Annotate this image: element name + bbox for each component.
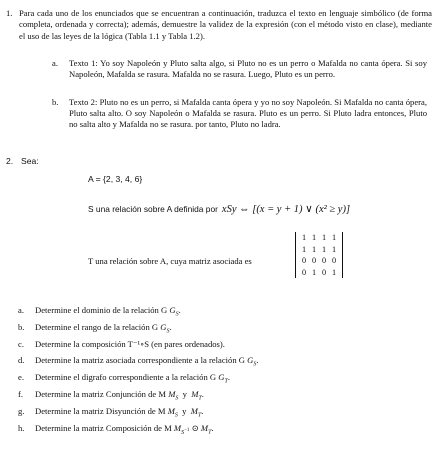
math-subscript: T <box>198 395 202 402</box>
math-symbol: G <box>247 355 254 365</box>
math-symbol: G <box>160 322 167 332</box>
matrix-cell: 1 <box>331 268 337 278</box>
matrix-cell: 1 <box>321 244 327 254</box>
question-letter: b. <box>18 322 25 332</box>
question-item: b. Determine el rango de la relación G $G_S$. <box>18 322 172 335</box>
question-letter: g. <box>18 406 25 416</box>
question-text: Determine la matriz Disyunción de M <box>35 406 166 416</box>
math-symbol: M <box>167 406 175 416</box>
question-item: h. Determine la matriz Composición de M $M_{S^{-1}}$ ⊙ $M_T$. <box>18 423 214 436</box>
math-symbol: M <box>200 423 209 433</box>
math-subscript: S <box>253 361 257 368</box>
question-letter: e. <box>18 372 24 382</box>
matrix-cell: 0 <box>301 268 307 278</box>
math-symbol: G <box>218 372 225 382</box>
matrix-row <box>299 232 339 244</box>
question-item <box>18 339 225 350</box>
math-subscript: S <box>175 311 179 318</box>
question-letter: c. <box>18 339 24 349</box>
item-1-number: 1. <box>6 8 13 18</box>
relation-s-formula: xSy ⇔ [(x = y + 1) ∨ (x² ≥ y)] <box>221 204 351 215</box>
matrix-cell: 0 <box>331 256 337 266</box>
matrix-cell: 1 <box>331 244 337 254</box>
math-subscript: T <box>224 378 228 385</box>
question-item: f. Determine la matriz Conjunción de M $M_S$ y $M_T$. <box>18 389 204 402</box>
relation-s-definition <box>88 199 350 217</box>
math-subscript: T <box>197 412 202 419</box>
item-2-number: 2. <box>6 156 14 166</box>
math-subscript: S <box>166 328 170 335</box>
question-item: g. Determine la matriz Disyunción de M $M_S$ y $M_T$. <box>18 406 204 419</box>
question-text: Determine el rango de la relación G <box>35 322 159 332</box>
question-text: Determine el digrafo correspondiente a la relación G <box>35 372 217 382</box>
matrix-cell: 1 <box>311 244 317 254</box>
math-symbol: M <box>168 389 176 399</box>
matrix-cell: 1 <box>321 233 327 243</box>
matrix-cell: 1 <box>311 268 317 278</box>
math-subscript: S <box>174 412 178 419</box>
question-text: Determine el dominio de la relación G <box>35 305 168 315</box>
math-subscript: S <box>175 395 179 402</box>
question-letter: h. <box>18 423 25 433</box>
relation-s-text: S una relación sobre A definida por <box>88 204 218 214</box>
matrix-row <box>299 244 339 256</box>
math-symbol: G <box>169 305 176 315</box>
math-symbol: M <box>173 423 182 433</box>
matrix-cell: 0 <box>321 256 327 266</box>
question-item: d. Determine la matriz asociada correspondiente a la relación G $G_S$. <box>18 355 259 368</box>
matrix-cell: 1 <box>331 233 337 243</box>
item-1a-letter: a. <box>52 58 58 68</box>
question-letter: f. <box>18 389 24 399</box>
question-letter: d. <box>18 355 25 365</box>
question-letter: a. <box>18 305 24 315</box>
matrix-cell: 0 <box>301 256 307 266</box>
item-1b-text: Texto 2: Pluto no es un perro, si Mafalda canta ópera y yo no soy Napoleón. Si Mafalda no canta ópera, Pluto salta alto. O soy Napoleón o Mafalda se rasura. Pluto es un perro. Si Pluto ladra entonces, Pluto no salta alto y Mafalda no se rasura. por tanto, Pluto no ladra. <box>69 97 427 129</box>
question-text: Determine la matriz Composición de M <box>35 423 172 433</box>
matrix-cell: 1 <box>311 233 317 243</box>
question-item: e. Determine el digrafo correspondiente a la relación G $G_T$. <box>18 372 230 385</box>
matrix-cell: 0 <box>311 256 317 266</box>
question-text: Determine la composición T⁻¹∘S (en pares ordenados). <box>35 339 225 349</box>
relation-t-matrix <box>295 232 343 278</box>
matrix-cell: 1 <box>301 233 307 243</box>
question-item: a. Determine el dominio de la relación G $G_S$. <box>18 305 181 318</box>
circle-dot-operator-icon: ⊙ <box>191 423 199 433</box>
item-1-text: Para cada uno de los enunciados que se encuentran a continuación, traduzca el texto en lenguaje simbólico (de forma completa, ordenada y correcta); además, demuestre la validez de la expresión (con el método visto en clase), mediante el uso de las leyes de la lógica (Tabla 1.1 y Tabla 1.2). <box>19 8 432 41</box>
set-definition: A = {2, 3, 4, 6} <box>88 174 143 184</box>
question-text: Determine la matriz asociada correspondiente a la relación G <box>35 355 245 365</box>
item-2-label: Sea: <box>21 156 39 166</box>
question-text: Determine la matriz Conjunción de M <box>35 389 167 399</box>
math-symbol: M <box>191 389 199 399</box>
matrix-cell: 0 <box>321 268 327 278</box>
matrix-cell: 1 <box>301 244 307 254</box>
item-1a-text: Texto 1: Yo soy Napoleón y Pluto salta algo, si Pluto no es un perro o Mafalda no canta ópera. Si soy Napoleón, Mafalda se rasura. Mafalda no se rasura. Luego, Pluto es un perro. <box>69 58 427 79</box>
matrix-row <box>299 267 339 279</box>
matrix-row <box>299 255 339 267</box>
math-symbol: M <box>190 406 198 416</box>
math-subscript: T <box>208 429 212 436</box>
relation-t-text: T una relación sobre A, cuya matriz asociada es <box>88 256 252 266</box>
math-subscript: S−1 <box>181 427 190 436</box>
item-1b-letter: b. <box>52 97 59 107</box>
